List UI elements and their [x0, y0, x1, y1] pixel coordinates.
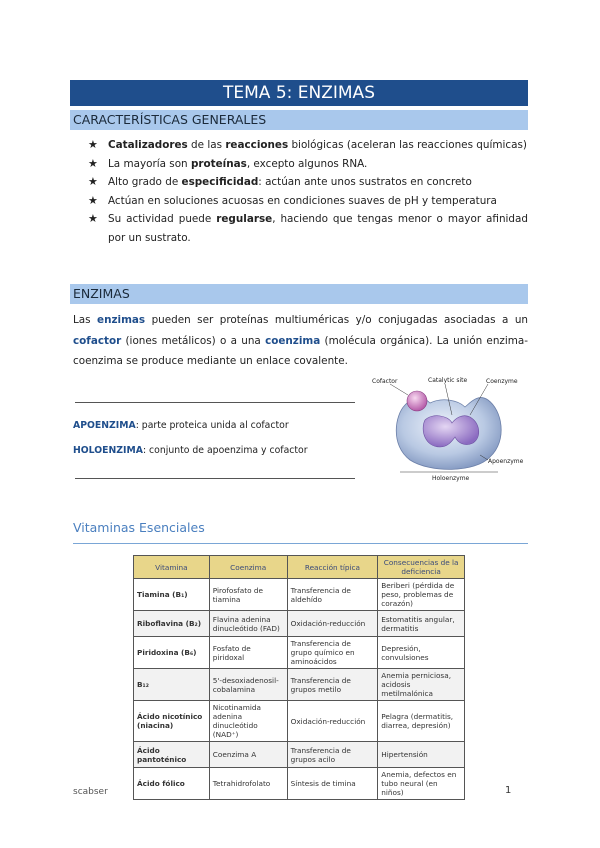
table-row [134, 701, 465, 742]
table-cell: Piridoxina (B₆) [134, 637, 210, 669]
table-cell: Ácido nicotínico (niacina) [134, 701, 210, 742]
holoenzima-definition: HOLOENZIMA: conjunto de apoenzima y cofactor [73, 445, 308, 456]
table-cell: Nicotinamida adenina dinucleótido (NAD⁺) [209, 701, 287, 742]
star-icon: ★ [88, 175, 98, 188]
table-row [134, 611, 465, 637]
table-cell: Síntesis de timina [287, 768, 378, 800]
characteristics-list [88, 136, 528, 247]
figure-label-cofactor: Cofactor [372, 378, 398, 385]
table-row [134, 768, 465, 800]
footer-author: scabser [73, 787, 108, 797]
divider-line [75, 478, 355, 479]
table-cell: Pirofosfato de tiamina [209, 579, 287, 611]
table-cell: Flavina adenina dinucleótido (FAD) [209, 611, 287, 637]
column-header: Coenzima [209, 556, 287, 579]
table-cell: B₁₂ [134, 669, 210, 701]
table-cell: Anemia, defectos en tubo neural (en niños) [378, 768, 465, 800]
table-cell: Tetrahidrofolato [209, 768, 287, 800]
star-icon: ★ [88, 156, 98, 170]
table-cell: Oxidación-reducción [287, 611, 378, 637]
holoenzyme-figure [370, 375, 530, 485]
divider-line [75, 402, 355, 403]
table-cell: Hipertensión [378, 742, 465, 768]
column-header: Consecuencias de la deficiencia [378, 556, 465, 579]
figure-label-holoenzyme: Holoenzyme [432, 475, 470, 482]
enzimas-paragraph: Las enzimas pueden ser proteínas multiuméricas y/o conjugadas asociadas a un cofactor (iones metálicos) o a una coenzima (molécula orgánica). La unión enzima-coenzima se produce mediante un enlace covalente. [73, 314, 528, 367]
table-row [134, 579, 465, 611]
page-title: TEMA 5: ENZIMAS [70, 80, 528, 106]
section-heading-enzimas: ENZIMAS [70, 284, 528, 304]
star-icon: ★ [88, 193, 98, 207]
table-header-row [134, 556, 465, 579]
table-cell: Pelagra (dermatitis, diarrea, depresión) [378, 701, 465, 742]
heading-rule [73, 543, 528, 544]
table-cell: Ácido fólico [134, 768, 210, 800]
figure-label-apoenzyme: Apoenzyme [488, 458, 524, 465]
table-cell: Estomatitis angular, dermatitis [378, 611, 465, 637]
page-number: 1 [505, 785, 512, 796]
table-cell: Transferencia de grupos metilo [287, 669, 378, 701]
star-icon: ★ [88, 138, 98, 151]
table-cell: 5'-desoxiadenosil-cobalamina [209, 669, 287, 701]
table-cell: Oxidación-reducción [287, 701, 378, 742]
list-item: ★ Su actividad puede regularse, haciendo que tengas menor o mayor afinidad por un sustrato. [88, 212, 528, 244]
table-cell: Tiamina (B₁) [134, 579, 210, 611]
star-icon: ★ [88, 212, 98, 225]
table-row [134, 637, 465, 669]
table-cell: Fosfato de piridoxal [209, 637, 287, 669]
table-cell: Depresión, convulsiones [378, 637, 465, 669]
apoenzima-definition: APOENZIMA: parte proteica unida al cofactor [73, 420, 289, 431]
table-cell: Riboflavina (B₂) [134, 611, 210, 637]
figure-label-catalytic-site: Catalytic site [428, 377, 468, 384]
table-cell: Anemia perniciosa, acidosis metilmalónica [378, 669, 465, 701]
vitamins-table [133, 555, 465, 800]
figure-label-coenzyme: Coenzyme [486, 378, 518, 385]
column-header: Reacción típica [287, 556, 378, 579]
section-heading-caracteristicas: CARACTERÍSTICAS GENERALES [70, 110, 528, 130]
table-cell: Beriberi (pérdida de peso, problemas de corazón) [378, 579, 465, 611]
table-row [134, 742, 465, 768]
column-header: Vitamina [134, 556, 210, 579]
table-cell: Transferencia de aldehído [287, 579, 378, 611]
cofactor-shape [407, 391, 427, 411]
table-cell: Coenzima A [209, 742, 287, 768]
table-cell: Transferencia de grupos acilo [287, 742, 378, 768]
table-cell: Ácido pantoténico [134, 742, 210, 768]
table-row [134, 669, 465, 701]
list-item: ★ La mayoría son proteínas, excepto algunos RNA. [88, 155, 528, 174]
table-cell: Transferencia de grupo químico en aminoácidos [287, 637, 378, 669]
list-item: ★ Actúan en soluciones acuosas en condiciones suaves de pH y temperatura [88, 192, 528, 211]
list-item: ★ Alto grado de especificidad: actúan ante unos sustratos en concreto [88, 173, 528, 192]
vitaminas-heading: Vitaminas Esenciales [73, 520, 205, 535]
list-item: ★ Catalizadores de las reacciones biológicas (aceleran las reacciones químicas) [88, 136, 528, 155]
